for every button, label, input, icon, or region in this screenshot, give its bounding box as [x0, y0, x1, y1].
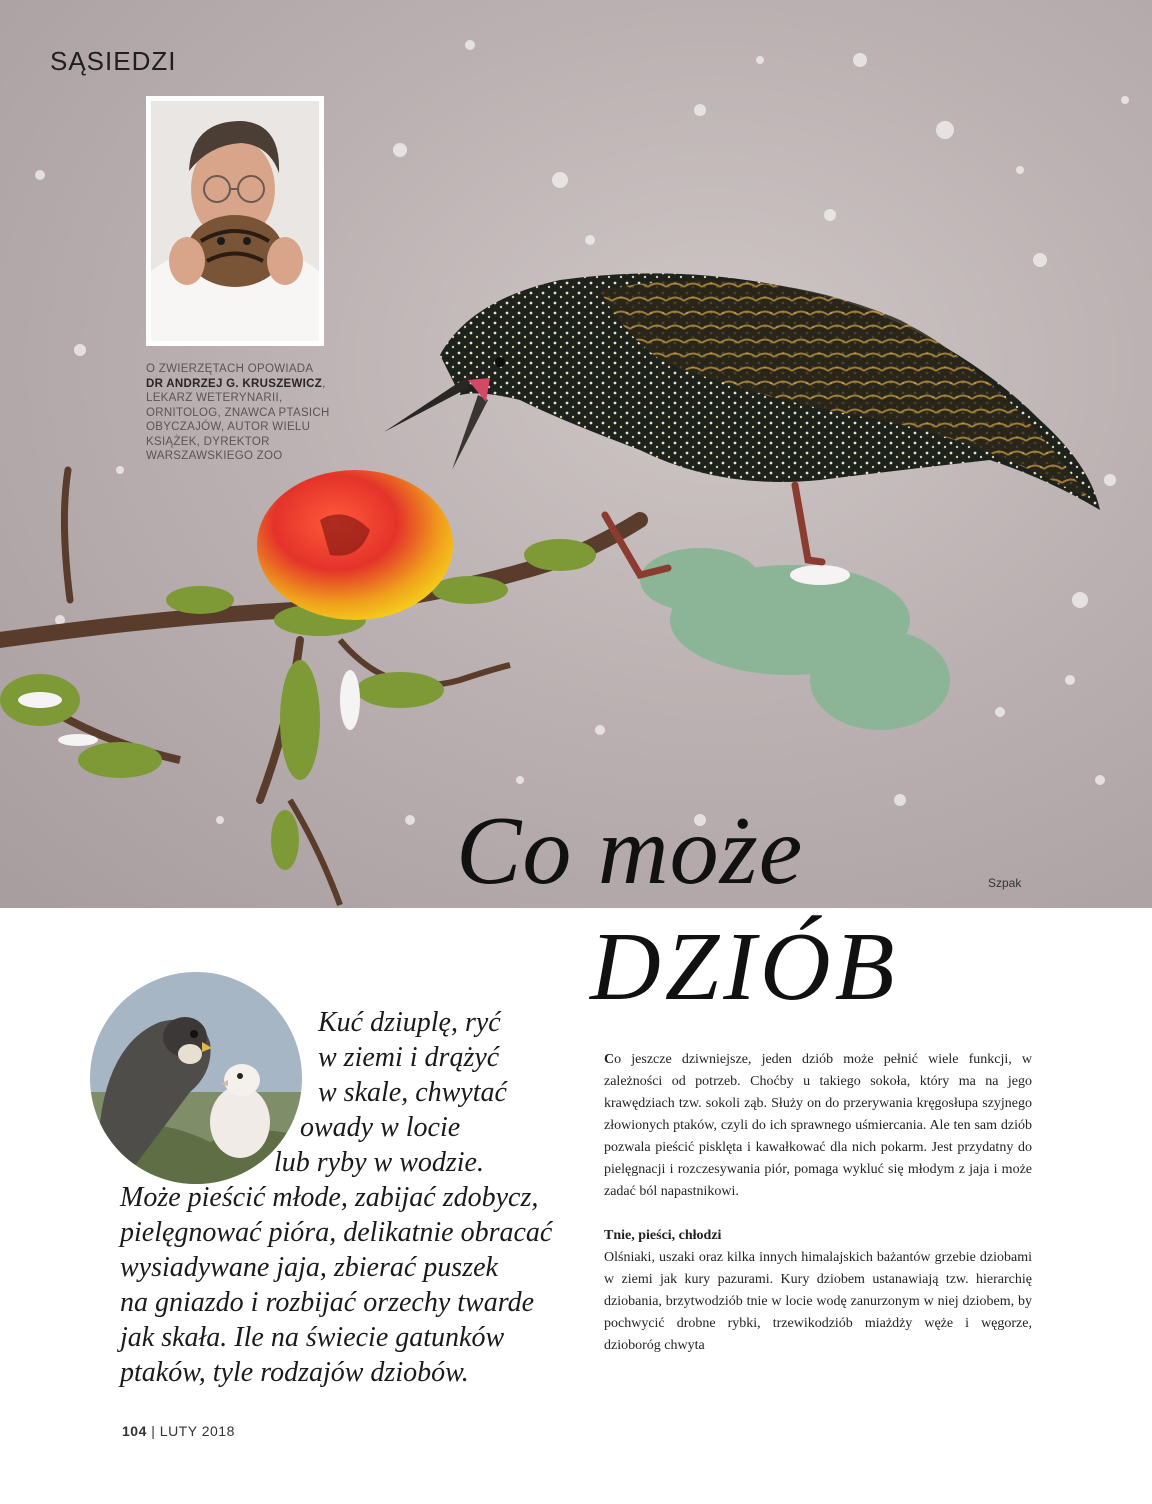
headline-line-2: DZIÓB [590, 913, 899, 1021]
falcon-photo [90, 972, 302, 1184]
drop-cap: C [604, 1052, 615, 1067]
paragraph-1-text: o jeszcze dziwniejsze, jeden dziób może pełnić wiele funkcji, w zależności od potrzeb. Choćby u takiego sokoła, który ma na jego krawędziach tzw. sokoli ząb. Służy on do przerywania kręgosłupa szyjnego złowionych ptaków, czyli do ich sprawnego uśmiercania. Ale ten sam dziób pozwala pieścić pisklęta i kawałkować dla nich pokarm. Jest przydatny do pielęgnacji i rozczesywania piór, pomaga wykluć się młodym z jaja i może zadać ból napastnikowi. [604, 1052, 1032, 1199]
page-footer [122, 1423, 235, 1439]
subheading: Tnie, pieści, chłodzi [604, 1228, 722, 1243]
falcon-image [90, 972, 302, 1184]
lead-line: w skale, chwytać [318, 1077, 507, 1108]
author-photo [151, 101, 319, 341]
starling [384, 273, 1100, 575]
lead-line: na gniazdo i rozbijać orzechy twarde [120, 1287, 535, 1318]
photo-credit: Szpak [988, 876, 1022, 890]
lead-line: lub ryby w wodzie. [274, 1147, 484, 1178]
lead-line: wysiadywane jaja, zbierać puszek [120, 1252, 498, 1283]
lead-line: Może pieścić młode, zabijać zdobycz, [120, 1182, 539, 1213]
issue-date: LUTY 2018 [159, 1423, 235, 1439]
lead-line: Kuć dziuplę, ryć [318, 1007, 501, 1038]
lead-line: owady w locie [300, 1112, 461, 1143]
page-number: 104 [122, 1423, 147, 1439]
paragraph-1 [604, 1049, 1032, 1203]
paragraph-2: Olśniaki, uszaki oraz kilka innych himalajskich bażantów grzebie dziobami w ziemi jak kury pazurami. Kury dziobem ustanawiają tzw. hierarchię dziobania, brzytwodziób tnie w locie wodę zanurzonym w niej dziobem, by pochwycić drobne rybki, trzewikodziób miażdży węże i węgorze, dzioboróg chwyta [604, 1250, 1032, 1353]
lead-line: pielęgnować pióra, delikatnie obracać [120, 1217, 553, 1248]
article-body [604, 1049, 1032, 1357]
headline-line-1: Co może [456, 797, 804, 905]
lead-line: w ziemi i drążyć [318, 1042, 500, 1073]
apple [257, 470, 453, 620]
portrait-caption: O ZWIERZĘTACH OPOWIADA DR ANDRZEJ G. KRUSZEWICZ, LEKARZ WETERYNARII, ORNITOLOG, ZNAWCA PTASICH OBYCZAJÓW, AUTOR WIELU KSIĄŻEK, DYREKTOR WARSZAWSKIEGO ZOO [146, 363, 330, 462]
caption-intro: O ZWIERZĘTACH OPOWIADA [146, 363, 314, 375]
author-portrait [146, 96, 324, 346]
caption-author-name: DR ANDRZEJ G. KRUSZEWICZ [146, 377, 323, 390]
footer-divider: | [151, 1423, 160, 1439]
lead-line: jak skała. Ile na świecie gatunków [120, 1322, 505, 1353]
section-label: SĄSIEDZI [50, 46, 177, 76]
lead-line: ptaków, tyle rodzajów dziobów. [120, 1357, 469, 1388]
caption-bio: LEKARZ WETERYNARII, ORNITOLOG, ZNAWCA PTASICH OBYCZAJÓW, AUTOR WIELU KSIĄŻEK, DYREKTOR WARSZAWSKIEGO ZOO [146, 392, 330, 462]
